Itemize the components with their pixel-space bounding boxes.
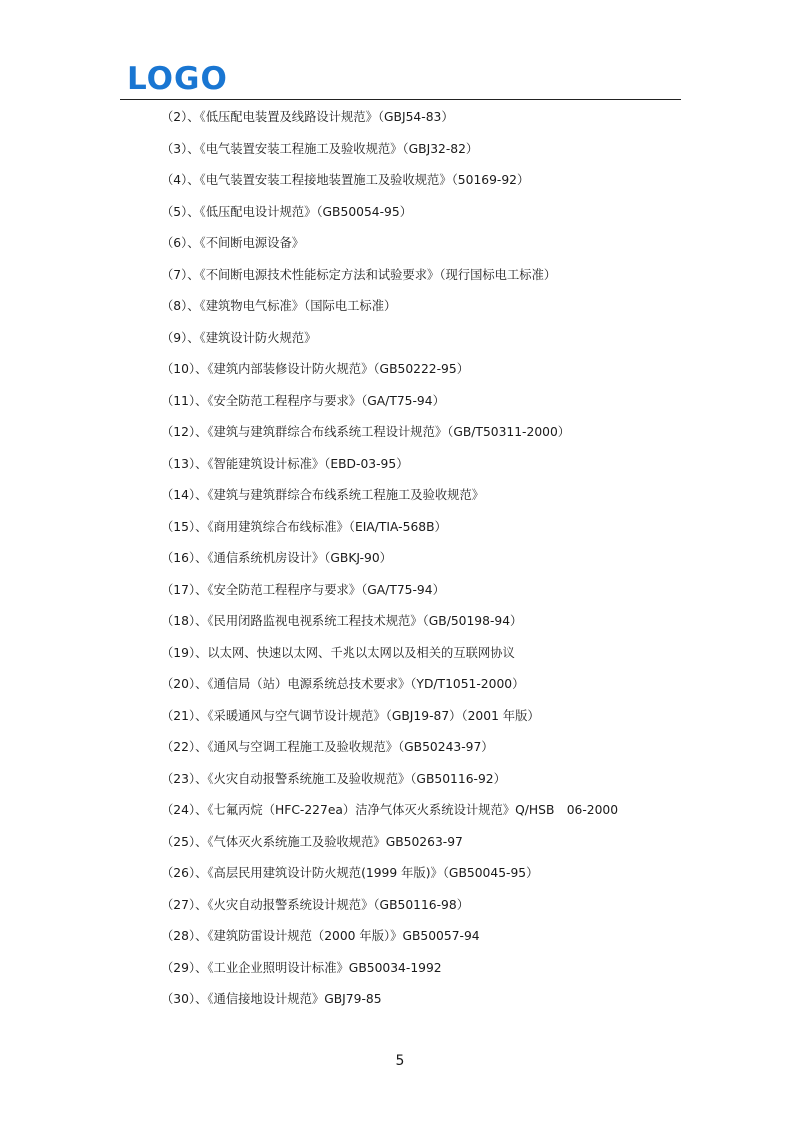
list-item: （10）、《建筑内部装修设计防火规范》（GB50222-95） bbox=[161, 362, 470, 376]
list-item: （23）、《火灾自动报警系统施工及验收规范》（GB50116-92） bbox=[161, 771, 506, 786]
list-item: （25）、《气体灭火系统施工及验收规范》GB50263-97 bbox=[161, 834, 463, 849]
list-item: （9）、《建筑设计防火规范》 bbox=[161, 330, 317, 345]
page-number: 5 bbox=[395, 1053, 405, 1069]
list-item: （28）、《建筑防雷设计规范（2000 年版）》GB50057-94 bbox=[161, 929, 480, 943]
list-item: （4）、《电气装置安装工程接地装置施工及验收规范》（50169-92） bbox=[161, 173, 530, 187]
list-item: （20）、《通信局（站）电源系统总技术要求》（YD/T1051-2000） bbox=[161, 677, 525, 691]
list-item: （8）、《建筑物电气标准》（国际电工标准） bbox=[161, 299, 397, 313]
list-item: （21）、《采暖通风与空气调节设计规范》（GBJ19-87）（2001 年版） bbox=[161, 708, 540, 723]
list-item: （2）、《低压配电装置及线路设计规范》（GBJ54-83） bbox=[161, 110, 454, 124]
list-item: （14）、《建筑与建筑群综合布线系统工程施工及验收规范》 bbox=[161, 488, 485, 502]
list-item: （5）、《低压配电设计规范》（GB50054-95） bbox=[161, 204, 412, 219]
list-item: （18）、《民用闭路监视电视系统工程技术规范》（GB/50198-94） bbox=[161, 614, 523, 628]
list-item: （22）、《通风与空调工程施工及验收规范》（GB50243-97） bbox=[161, 740, 494, 754]
list-item: （11）、《安全防范工程程序与要求》（GA/T75-94） bbox=[161, 393, 445, 408]
list-item: （17）、《安全防范工程程序与要求》（GA/T75-94） bbox=[161, 582, 445, 597]
list-item: （7）、《不间断电源技术性能标定方法和试验要求》（现行国标电工标准） bbox=[161, 267, 557, 282]
list-item: （29）、《工业企业照明设计标准》GB50034-1992 bbox=[161, 960, 442, 975]
list-item: （15）、《商用建筑综合布线标准》（EIA/TIA-568B） bbox=[161, 519, 447, 534]
list-item: （13）、《智能建筑设计标准》（EBD-03-95） bbox=[161, 456, 409, 471]
reference-list bbox=[161, 109, 618, 1023]
list-item: （19）、以太网、快速以太网、千兆以太网以及相关的互联网协议 bbox=[161, 645, 515, 660]
logo: LOGO bbox=[127, 61, 228, 97]
list-item: （6）、《不间断电源设备》 bbox=[161, 236, 305, 250]
list-item: （26）、《高层民用建筑设计防火规范(1999 年版)》（GB50045-95） bbox=[161, 866, 539, 880]
list-item: （16）、《通信系统机房设计》（GBKJ-90） bbox=[161, 551, 392, 565]
header-divider bbox=[120, 99, 681, 100]
list-item: （3）、《电气装置安装工程施工及验收规范》（GBJ32-82） bbox=[161, 141, 479, 156]
list-item: （30）、《通信接地设计规范》GBJ79-85 bbox=[161, 992, 382, 1006]
list-item: （12）、《建筑与建筑群综合布线系统工程设计规范》（GB/T50311-2000） bbox=[161, 425, 571, 439]
list-item: （27）、《火灾自动报警系统设计规范》（GB50116-98） bbox=[161, 897, 470, 912]
list-item: （24）、《七氟丙烷（HFC-227ea）洁净气体灭火系统设计规范》Q/HSB 06-2000 bbox=[161, 803, 619, 817]
